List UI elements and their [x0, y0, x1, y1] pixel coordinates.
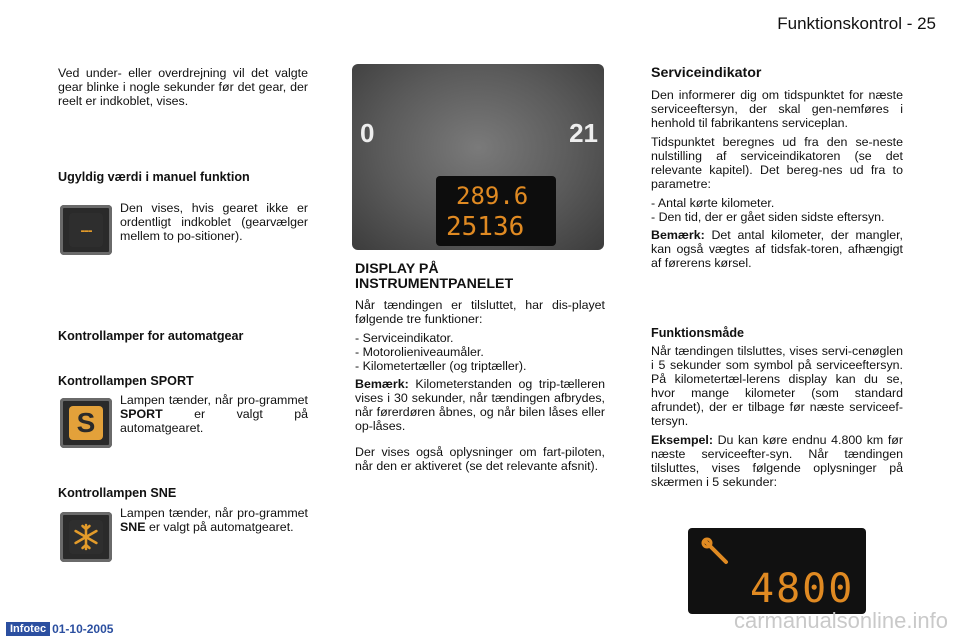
sne-text: Lampen tænder, når pro-grammet SNE er valgt på automatgearet. [120, 506, 308, 534]
instrument-panel-photo [352, 64, 604, 250]
right-column [651, 66, 903, 275]
footer [6, 622, 113, 636]
infotec-logo: Infotec [6, 622, 50, 636]
list-item: - Antal kørte kilometer. [651, 196, 775, 210]
display-heading-2: INSTRUMENTPANELET [355, 276, 514, 292]
snowflake-icon [60, 512, 112, 562]
service-heading: Serviceindikator [651, 65, 762, 81]
wrench-icon [700, 536, 734, 570]
gauge-lcd [436, 176, 556, 246]
sport-text: Lampen tænder, når pro-grammet SPORT er valgt på automatgearet. [120, 393, 308, 435]
service-params-list [651, 196, 903, 224]
display-note: Bemærk: Kilometerstanden og trip-tælleren vises i 30 sekunder, når tændingen afbrydes, når førerdøren åbnes, og når bilen låses eller op-låses. [355, 377, 605, 433]
service-display-photo [688, 528, 866, 614]
display-function-list [355, 331, 605, 373]
sne-heading: Kontrollampen SNE [58, 486, 177, 500]
display-extra: Der vises også oplysninger om fart-piloten, når den er aktiveret (se det relevante afsnit). [355, 445, 605, 473]
sport-lamp-icon: S [60, 398, 112, 448]
gauge-right-number: 21 [569, 118, 598, 148]
display-intro: Når tændingen er tilsluttet, har dis-playet følgende tre funktioner: [355, 298, 605, 326]
display-heading-1: DISPLAY PÅ [355, 261, 439, 277]
auto-heading: Kontrollamper for automatgear [58, 329, 244, 343]
footer-date: 01-10-2005 [52, 622, 114, 636]
function-section [651, 326, 903, 494]
invalid-heading: Ugyldig værdi i manuel funktion [58, 170, 250, 184]
odometer-readout: 25136 [446, 212, 525, 242]
function-heading: Funktionsmåde [651, 326, 745, 340]
invalid-gear-icon: --- [60, 205, 112, 255]
list-item: - Serviceindikator. [355, 331, 454, 345]
list-item: - Kilometertæller (og triptæller). [355, 359, 527, 373]
left-column [58, 66, 308, 113]
service-p1: Den informerer dig om tidspunktet for næste serviceeftersyn, der skal gen-nemføres i henhold til fabrikantens serviceplan. [651, 88, 903, 130]
list-item: - Motorolieniveaumåler. [355, 345, 484, 359]
watermark: carmanualsonline.info [733, 608, 948, 633]
page-header: Funktionskontrol - 25 [777, 14, 936, 33]
sport-heading: Kontrollampen SPORT [58, 374, 194, 388]
example-text: Eksempel: Du kan køre endnu 4.800 km før næste serviceefter-syn. Når tændingen tilsluttes, vises følgende oplysninger på skærmen i 5 sekunder: [651, 433, 903, 489]
invalid-text: Den vises, hvis gearet ikke er ordentligt indkoblet (gearvælger mellem to po-sitioner). [120, 201, 308, 243]
service-note: Bemærk: Det antal kilometer, der mangler, kan også vægtes af tidsfak-toren, afhængigt af førerens kørsel. [651, 228, 903, 270]
middle-column [355, 262, 605, 478]
intro-text: Ved under- eller overdrejning vil det valgte gear blinke i nogle sekunder før det gear, der reelt er indkoblet, vises. [58, 66, 308, 108]
oil-level-readout: 289.6 [456, 182, 529, 210]
list-item: - Den tid, der er gået siden sidste eftersyn. [651, 210, 885, 224]
snowflake-glyph [72, 523, 100, 551]
function-text: Når tændingen tilsluttes, vises servi-cenøglen i 5 sekunder som symbol på serviceeftersyn. På kilometertæl-lerens display kan du se, hvor mange kilometer (som standard afrundet), der er tilbage før næste serviceef-tersyn. [651, 344, 903, 428]
service-p2: Tidspunktet beregnes ud fra den se-neste nulstilling af serviceindikatoren (se det relevante kapitel). Det bereg-nes ud fra to parametre: [651, 135, 903, 191]
gauge-left-number: 0 [360, 118, 375, 148]
service-km-readout: 4800 [750, 566, 855, 612]
